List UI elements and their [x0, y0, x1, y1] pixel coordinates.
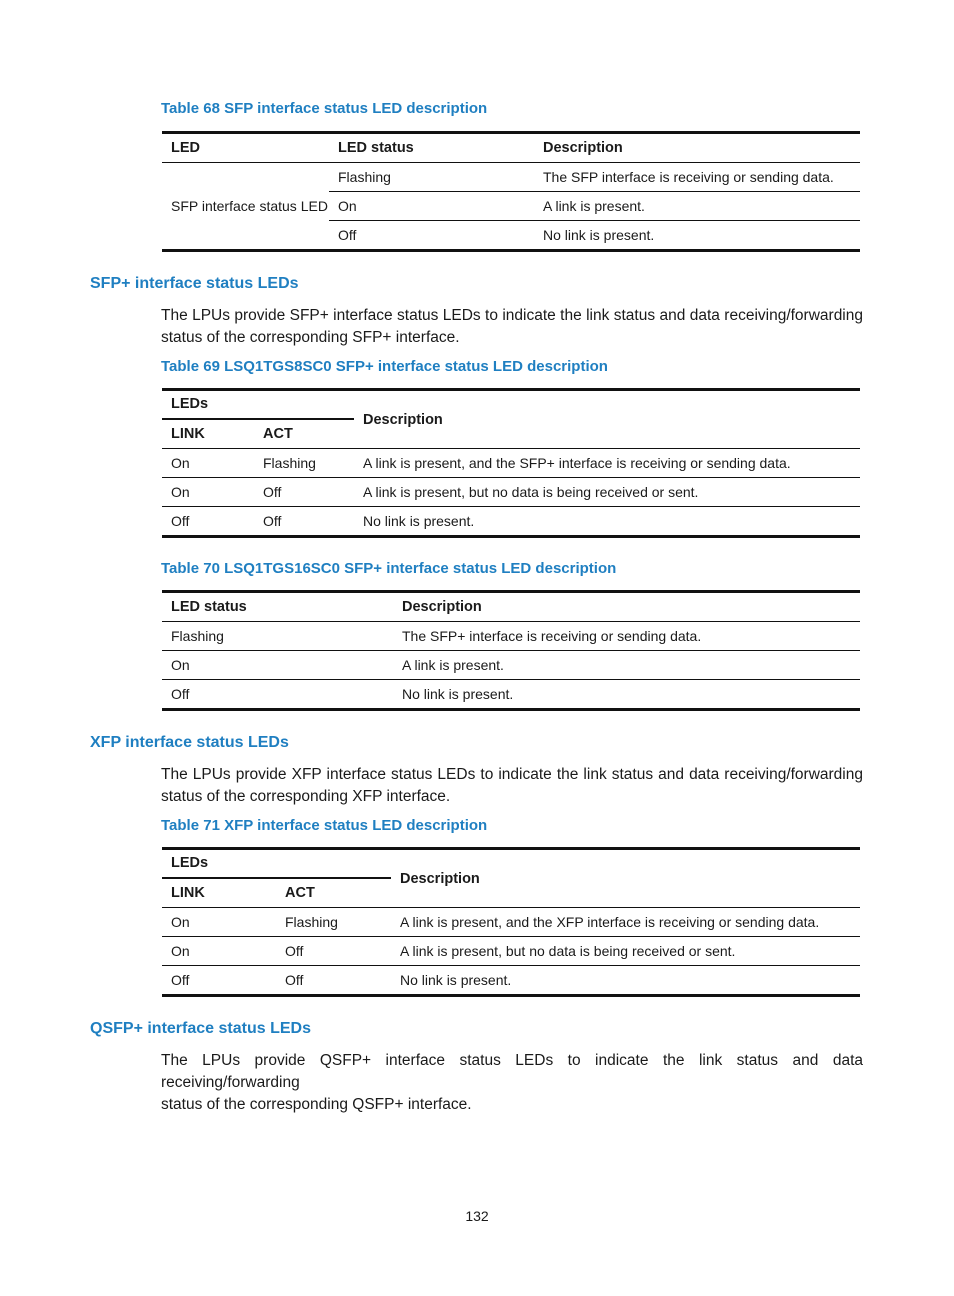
table69-caption: Table 69 LSQ1TGS8SC0 SFP+ interface status LED description — [161, 358, 608, 375]
table71-cell: Flashing — [285, 914, 338, 930]
table68-cell: On — [329, 192, 534, 221]
table69-cell: Off — [254, 507, 354, 537]
paragraph-line: status of the corresponding SFP+ interface. — [161, 329, 460, 346]
table69 — [162, 388, 860, 538]
table70-header-led-status: LED status — [162, 592, 393, 622]
table70-cell: On — [162, 651, 393, 680]
table-row — [162, 680, 860, 710]
paragraph-line: The LPUs provide XFP interface status LEDs to indicate the link status and data receiving/forwarding — [161, 766, 863, 783]
table-row — [162, 449, 860, 478]
table68-caption: Table 68 SFP interface status LED description — [161, 100, 488, 117]
table69-cell: On — [162, 478, 254, 507]
table-row — [162, 651, 860, 680]
table-row — [162, 908, 860, 937]
table69-header-leds: LEDs — [162, 390, 354, 419]
table-row — [162, 622, 860, 651]
paragraph-qsfp-plus — [161, 1050, 863, 1116]
table69-cell: No link is present. — [354, 507, 860, 537]
table68-led-label: SFP interface status LED — [162, 163, 329, 251]
table68-header-led-status: LED status — [329, 133, 534, 163]
table69-cell: On — [171, 455, 190, 471]
section-heading-sfp-plus: SFP+ interface status LEDs — [90, 275, 299, 292]
table69-header-act: ACT — [254, 419, 354, 449]
table69-cell: A link is present, and the SFP+ interface is receiving or sending data. — [363, 455, 791, 471]
table71-caption: Table 71 XFP interface status LED description — [161, 817, 488, 834]
section-heading-qsfp-plus: QSFP+ interface status LEDs — [90, 1020, 311, 1037]
table71-cell: A link is present, but no data is being received or sent. — [391, 937, 860, 966]
table-row — [162, 163, 860, 192]
paragraph-line: The LPUs provide QSFP+ interface status LEDs to indicate the link status and data receiving/forwarding — [161, 1052, 863, 1091]
paragraph-sfp-plus — [161, 305, 863, 349]
table-row — [162, 478, 860, 507]
table-row — [162, 966, 860, 996]
table71-header-leds: LEDs — [162, 849, 391, 878]
paragraph-xfp — [161, 764, 863, 808]
table70-cell: The SFP+ interface is receiving or sending data. — [402, 628, 702, 644]
table69-cell: Flashing — [263, 455, 316, 471]
table71-cell: On — [162, 937, 276, 966]
table-row — [162, 937, 860, 966]
table69-cell: A link is present, but no data is being received or sent. — [354, 478, 860, 507]
page-number: 132 — [465, 1208, 489, 1224]
table71-cell: No link is present. — [391, 966, 860, 996]
table71-header-link: LINK — [162, 878, 276, 908]
table68-header-led: LED — [162, 133, 329, 163]
table68-cell: Flashing — [338, 169, 391, 185]
table70-cell: Flashing — [171, 628, 224, 644]
table71-header-act: ACT — [276, 878, 391, 908]
table70-cell: Off — [162, 680, 393, 710]
table71-cell: Off — [162, 966, 276, 996]
table68-cell: Off — [329, 221, 534, 251]
table69-header-description: Description — [354, 390, 860, 449]
table70-cell: A link is present. — [393, 651, 860, 680]
table70-cell: No link is present. — [393, 680, 860, 710]
table71-cell: Off — [276, 937, 391, 966]
table70 — [162, 590, 860, 711]
table-row — [162, 507, 860, 537]
table68 — [162, 131, 860, 252]
table71-cell: On — [171, 914, 190, 930]
table71 — [162, 847, 860, 997]
table71-header-description: Description — [391, 849, 860, 908]
table68-cell: The SFP interface is receiving or sending data. — [543, 169, 834, 185]
table69-cell: Off — [162, 507, 254, 537]
section-heading-xfp: XFP interface status LEDs — [90, 734, 289, 751]
paragraph-line: status of the corresponding QSFP+ interface. — [161, 1096, 472, 1113]
table68-header-description: Description — [534, 133, 860, 163]
table69-cell: Off — [254, 478, 354, 507]
table71-cell: Off — [276, 966, 391, 996]
table70-caption: Table 70 LSQ1TGS16SC0 SFP+ interface status LED description — [161, 560, 617, 577]
table68-cell: No link is present. — [534, 221, 860, 251]
paragraph-line: The LPUs provide SFP+ interface status LEDs to indicate the link status and data receiving/forwarding — [161, 307, 863, 324]
table71-cell: A link is present, and the XFP interface is receiving or sending data. — [400, 914, 820, 930]
table69-header-link: LINK — [162, 419, 254, 449]
table70-header-description: Description — [393, 592, 860, 622]
table68-cell: A link is present. — [534, 192, 860, 221]
paragraph-line: status of the corresponding XFP interface. — [161, 788, 451, 805]
